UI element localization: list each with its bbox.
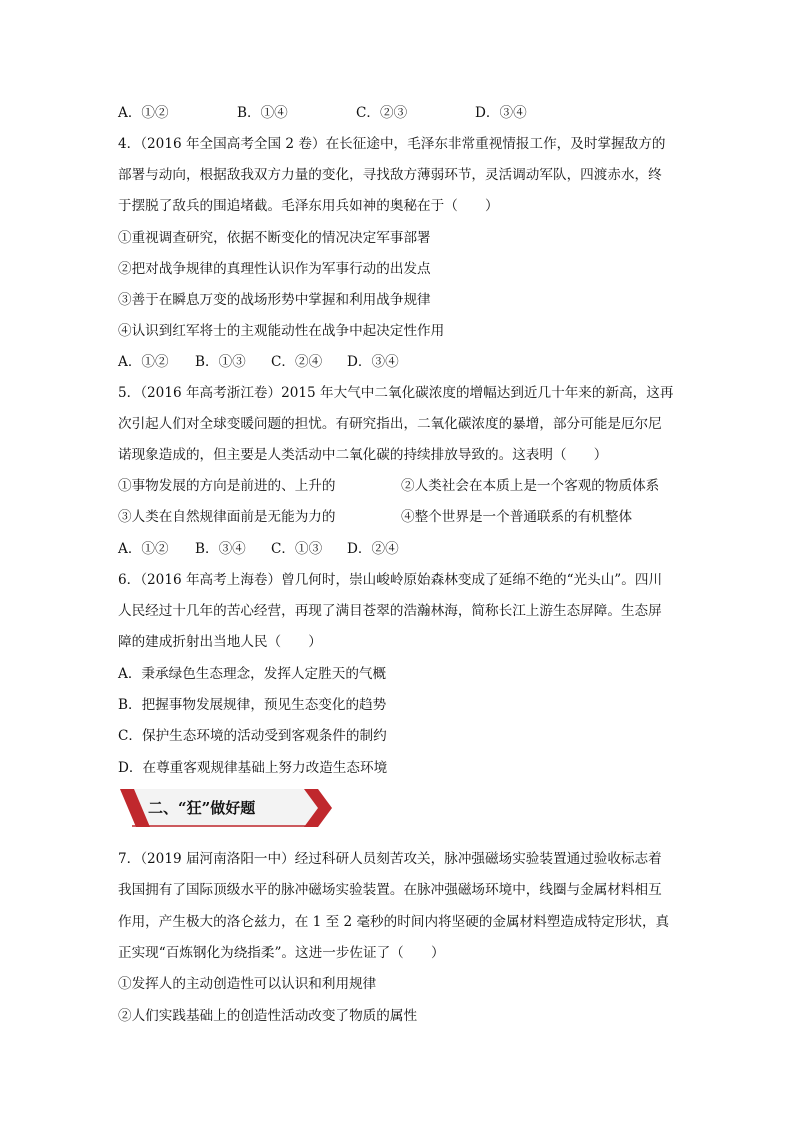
q6-stem-line-2: 人民经过十几年的苦心经营，再现了满目苍翠的浩瀚林海，简称长江上游生态屏障。生态屏: [118, 603, 662, 619]
q6-choice-a: A．秉承绿色生态理念，发挥人定胜天的气概: [118, 666, 387, 682]
q5-items-row-1: [118, 477, 698, 495]
q4-item-3: ③善于在瞬息万变的战场形势中掌握和利用战争规律: [118, 292, 431, 308]
q5-option-d: D．②④: [347, 541, 399, 557]
q5-option-b: B．③④: [195, 541, 246, 557]
q4-option-b: B．①③: [195, 354, 246, 370]
q7-stem-line-2: 我国拥有了国际顶级水平的脉冲磁场实验装置。在脉冲强磁场环境中，线圈与金属材料相互: [118, 882, 662, 898]
q6-choice-b: B．把握事物发展规律，预见生态变化的趋势: [118, 697, 387, 713]
q4-stem-line-1: 4．（2016 年全国高考全国 2 卷）在长征途中，毛泽东非常重视情报工作，及时掌握敌方的: [118, 136, 666, 152]
q7-item-1: ①发挥人的主动创造性可以认识和利用规律: [118, 976, 377, 992]
q5-item-1: ①事物发展的方向是前进的、上升的: [118, 478, 336, 494]
q5-stem-line-2: 次引起人们对全球变暖问题的担忧。有研究指出，二氧化碳浓度的暴增，部分可能是厄尔尼: [118, 416, 662, 432]
q5-item-4: ④整个世界是一个普通联系的有机整体: [401, 509, 633, 525]
section-banner: [120, 789, 332, 827]
q4-option-a: A．①②: [118, 354, 169, 370]
q3-option-d: D．③④: [475, 105, 527, 121]
q4-item-4: ④认识到红军将士的主观能动性在战争中起决定性作用: [118, 323, 445, 339]
q4-item-1: ①重视调查研究，依据不断变化的情况决定军事部署: [118, 230, 431, 246]
q3-option-c: C．②③: [356, 105, 408, 121]
q4-option-c: C．②④: [271, 354, 323, 370]
q3-option-a: A．①②: [118, 105, 169, 121]
q7-stem-line-4: 正实现“百炼钢化为绕指柔”。这进一步佐证了（ ）: [118, 945, 445, 961]
q5-stem-line-1: 5．（2016 年高考浙江卷）2015 年大气中二氧化碳浓度的增幅达到近几十年来的新高，这再: [118, 385, 674, 401]
q4-stem-line-2: 部署与动向，根据敌我双方力量的变化，寻找敌方薄弱环节，灵活调动军队，四渡赤水，终: [118, 167, 662, 183]
q5-option-c: C．①③: [271, 541, 323, 557]
q5-item-2: ②人类社会在本质上是一个客观的物质体系: [401, 478, 660, 494]
q7-stem-line-3: 作用，产生极大的洛仑兹力，在 1 至 2 毫秒的时间内将坚硬的金属材料塑造成特定形状，真: [118, 914, 670, 930]
q5-items-row-2: [118, 508, 698, 526]
q5-item-3: ③人类在自然规律面前是无能为力的: [118, 509, 336, 525]
q5-option-a: A．①②: [118, 541, 169, 557]
q5-stem-line-3: 诺现象造成的，但主要是人类活动中二氧化碳的持续排放导致的。这表明（ ）: [118, 447, 608, 463]
q6-stem-line-3: 障的建成折射出当地人民（ ）: [118, 634, 322, 650]
q6-choice-d: D．在尊重客观规律基础上努力改造生态环境: [118, 760, 388, 776]
q6-choice-c: C．保护生态环境的活动受到客观条件的制约: [118, 728, 387, 744]
q6-stem-line-1: 6．（2016 年高考上海卷）曾几何时，崇山峻岭原始森林变成了延绵不绝的“光头山”。四川: [118, 572, 663, 588]
section-title: 二、“狂”做好题: [148, 799, 256, 817]
q4-stem-line-3: 于摆脱了敌兵的围追堵截。毛泽东用兵如神的奥秘在于（ ）: [118, 198, 499, 214]
q3-option-b: B．①④: [237, 105, 288, 121]
q4-item-2: ②把对战争规律的真理性认识作为军事行动的出发点: [118, 261, 431, 277]
q4-option-d: D．③④: [347, 354, 399, 370]
q7-item-2: ②人们实践基础上的创造性活动改变了物质的属性: [118, 1008, 418, 1024]
q7-stem-line-1: 7．（2019 届河南洛阳一中）经过科研人员刻苦攻关，脉冲强磁场实验装置通过验收标志着: [118, 851, 662, 867]
